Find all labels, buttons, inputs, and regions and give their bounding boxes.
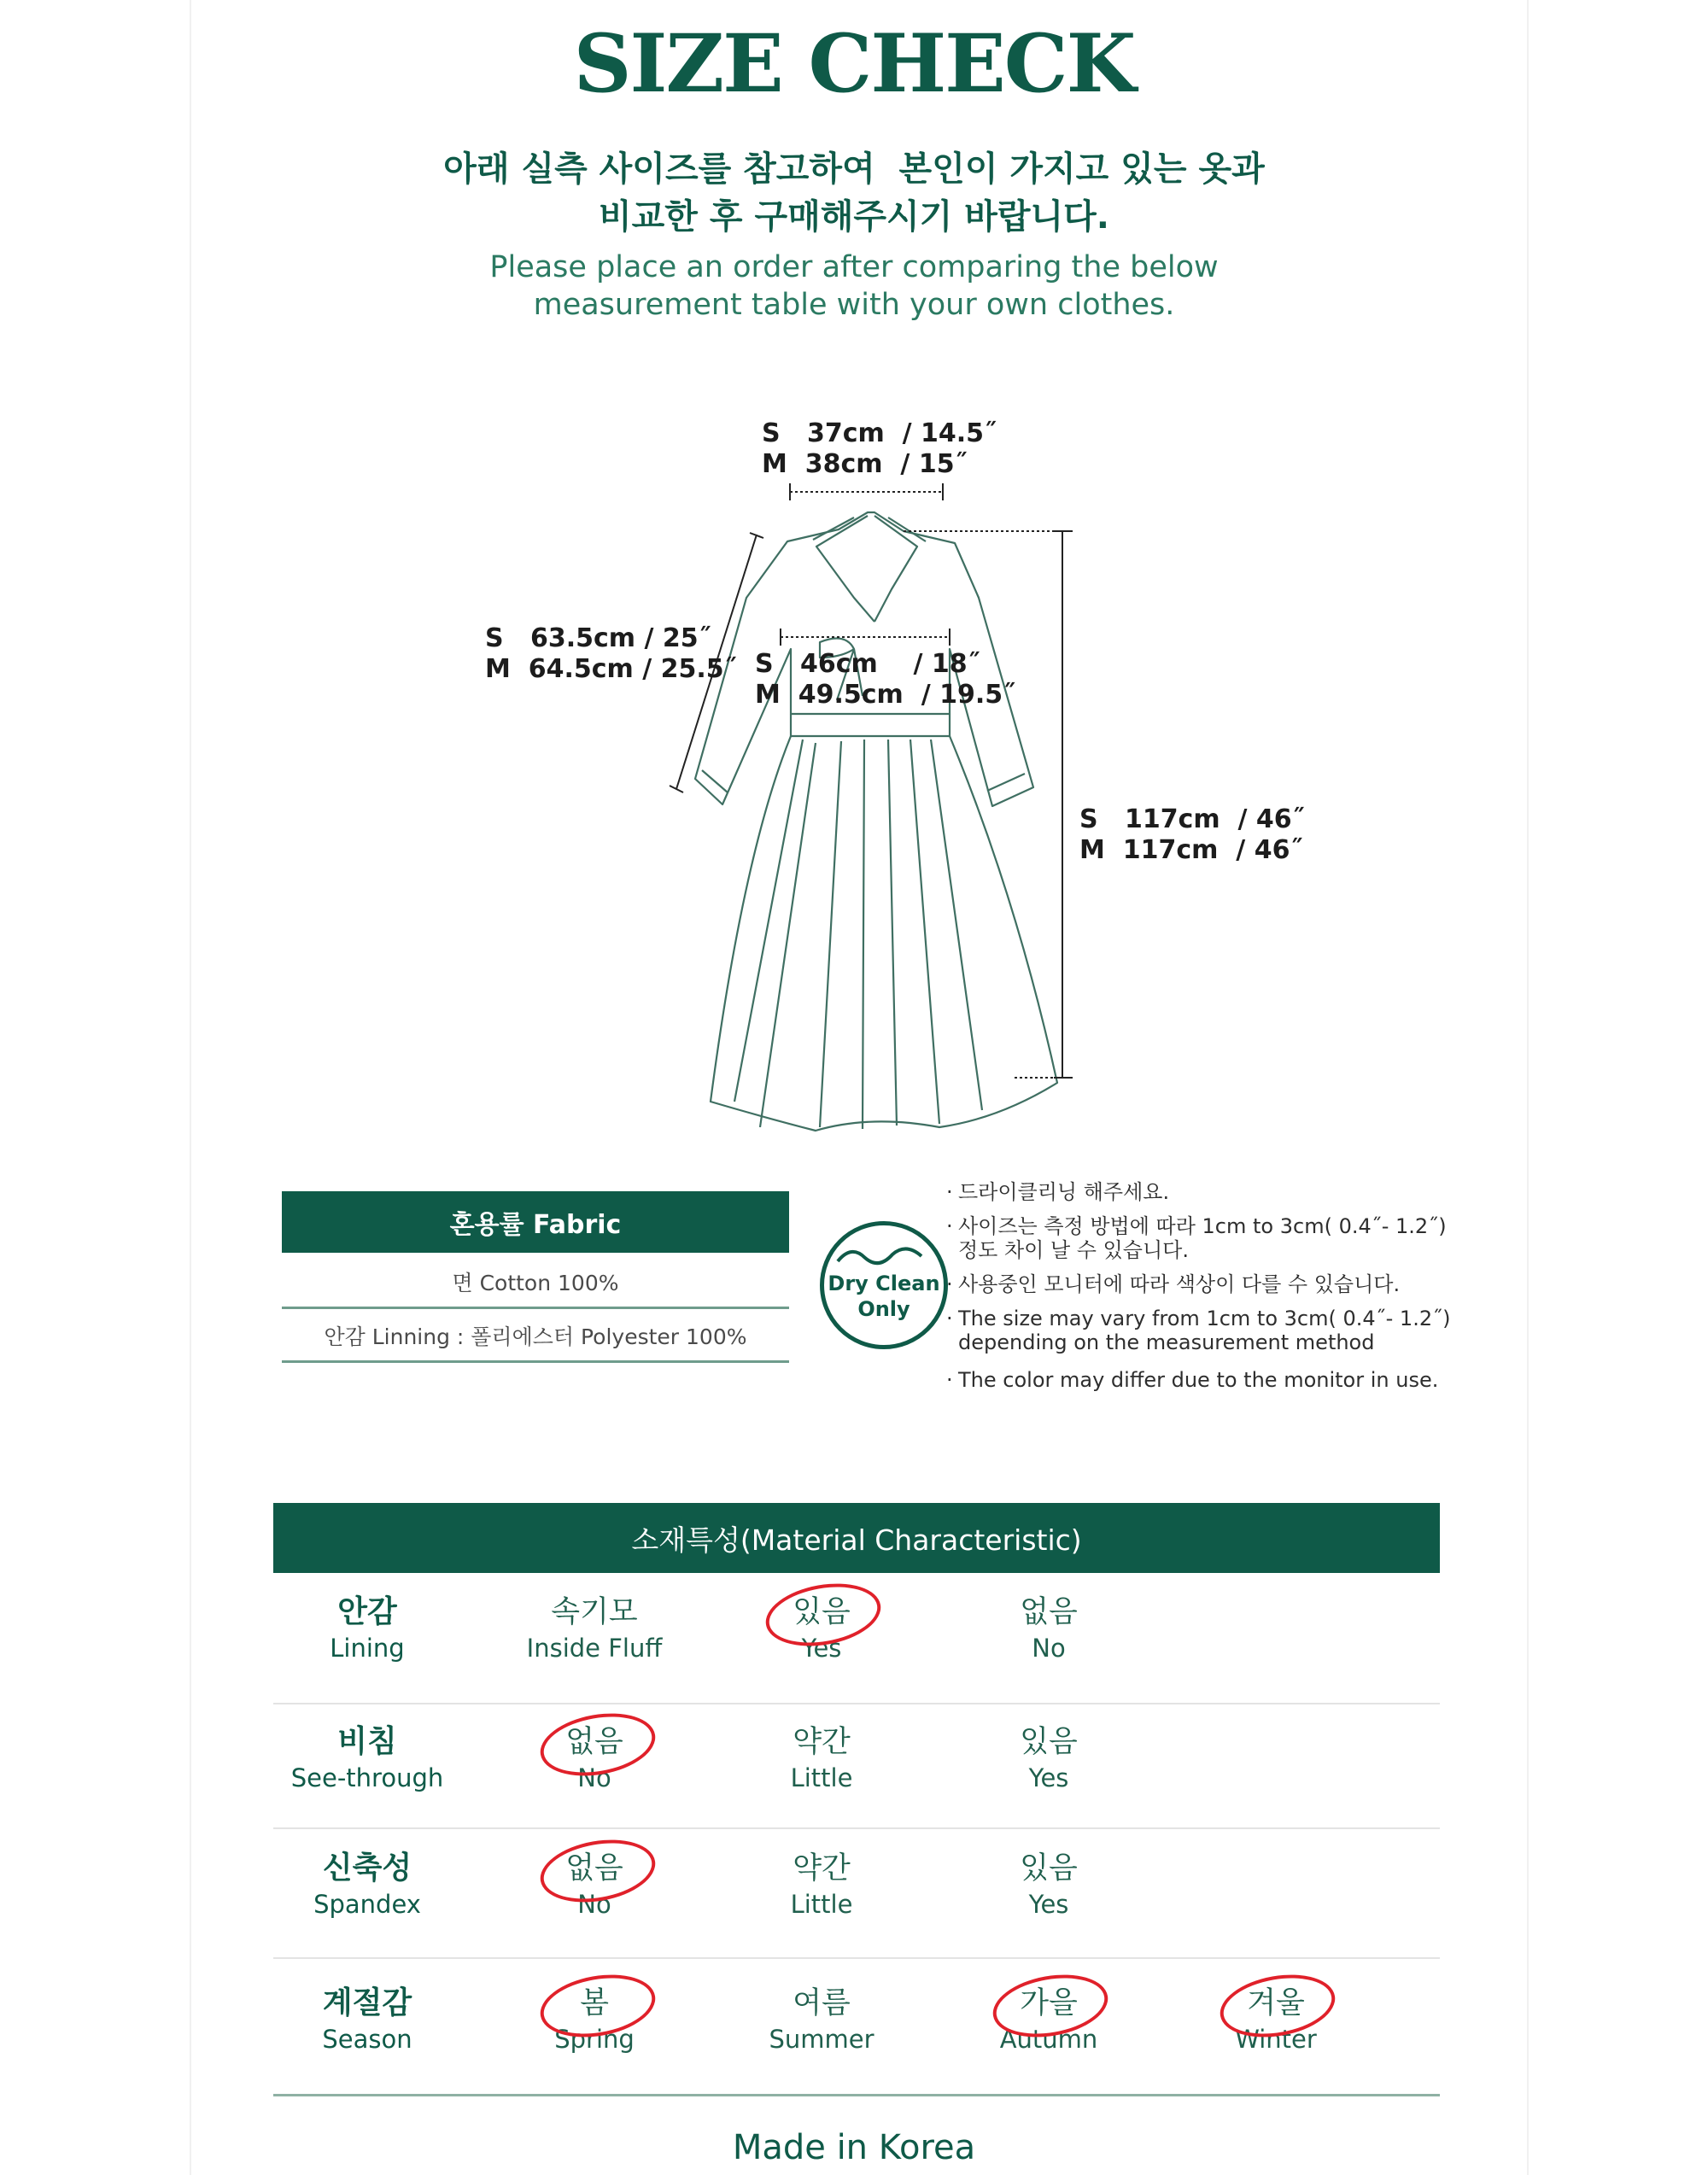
row-label-lining: 안감 Lining: [330, 1594, 405, 1663]
dry-clean-line-2: Only: [857, 1297, 910, 1321]
option-spandex-no: 없음 No: [565, 1851, 623, 1919]
length-measure-s: S 117cm / 46˝: [1079, 804, 1305, 834]
intro-korean-line-2: 비교한 후 구매해주시기 바랍니다.: [599, 197, 1109, 237]
material-header: 소재특성(Material Characteristic): [273, 1503, 1440, 1573]
page-title: SIZE CHECK: [573, 17, 1135, 111]
option-season-spring: 봄 Spring: [554, 1986, 635, 2054]
intro-english-line-1: Please place an order after comparing the below: [489, 250, 1219, 284]
row-label-season: 계절감 Season: [322, 1985, 412, 2054]
sleeve-measure-s: S 63.5cm / 25˝: [485, 623, 711, 653]
row-label-see-through: 비침 See-through: [290, 1724, 444, 1792]
option-see-through-yes: 있음 Yes: [1020, 1725, 1078, 1792]
row-divider: [273, 1827, 1440, 1829]
shoulder-measure-s: S 37cm / 14.5˝: [762, 418, 997, 448]
row-divider: [273, 1957, 1440, 1959]
dry-clean-badge: [820, 1221, 948, 1349]
care-note-1: · 드라이클리닝 해주세요.: [946, 1180, 1170, 1204]
fabric-header: 혼용률 Fabric: [282, 1191, 789, 1253]
care-note-3: · 사용중인 모니터에 따라 색상이 다를 수 있습니다.: [946, 1272, 1401, 1296]
care-note-2: · 사이즈는 측정 방법에 따라 1cm to 3cm( 0.4˝- 1.2˝): [946, 1214, 1447, 1238]
intro-korean-line-1: 아래 실측 사이즈를 참고하여 본인이 가지고 있는 옷과: [443, 149, 1265, 189]
option-spandex-yes: 있음 Yes: [1020, 1851, 1078, 1919]
chest-measure-m: M 49.5cm / 19.5˝: [755, 680, 1016, 710]
length-measure-m: M 117cm / 46˝: [1079, 835, 1303, 865]
intro-english-line-2: measurement table with your own clothes.: [533, 288, 1175, 322]
care-note-4: · The size may vary from 1cm to 3cm( 0.4˝- 1.2˝): [946, 1307, 1451, 1330]
option-season-winter: 겨울 Winter: [1235, 1986, 1317, 2054]
dry-clean-line-1: Dry Clean: [828, 1272, 940, 1295]
row-divider: [273, 1703, 1440, 1704]
option-inside-fluff: 속기모 Inside Fluff: [526, 1595, 663, 1663]
made-in-label: Made in Korea: [732, 2128, 976, 2167]
water-wave-icon: [836, 1241, 932, 1270]
care-note-5: · The color may differ due to the monitor in use.: [946, 1368, 1439, 1392]
option-season-autumn: 가을 Autumn: [999, 1986, 1098, 2054]
fabric-row-cotton: 면 Cotton 100%: [282, 1257, 789, 1309]
option-spandex-little: 약간 Little: [790, 1851, 853, 1919]
shoulder-measure-m: M 38cm / 15˝: [762, 449, 968, 479]
option-lining-no: 없음 No: [1020, 1595, 1078, 1663]
care-note-2b: 정도 차이 날 수 있습니다.: [958, 1238, 1189, 1262]
option-season-summer: 여름 Summer: [769, 1986, 874, 2054]
care-note-4b: depending on the measurement method: [958, 1330, 1375, 1354]
chest-measure-s: S 46cm / 18˝: [755, 649, 980, 679]
table-bottom-divider: [273, 2094, 1440, 2096]
sleeve-measure-m: M 64.5cm / 25.5˝: [485, 654, 737, 684]
option-see-through-little: 약간 Little: [790, 1725, 853, 1792]
fabric-row-lining: 안감 Linning : 폴리에스터 Polyester 100%: [282, 1311, 789, 1363]
row-label-spandex: 신축성 Spandex: [313, 1851, 421, 1919]
option-lining-yes: 있음 Yes: [793, 1595, 851, 1663]
option-see-through-no: 없음 No: [565, 1725, 623, 1792]
